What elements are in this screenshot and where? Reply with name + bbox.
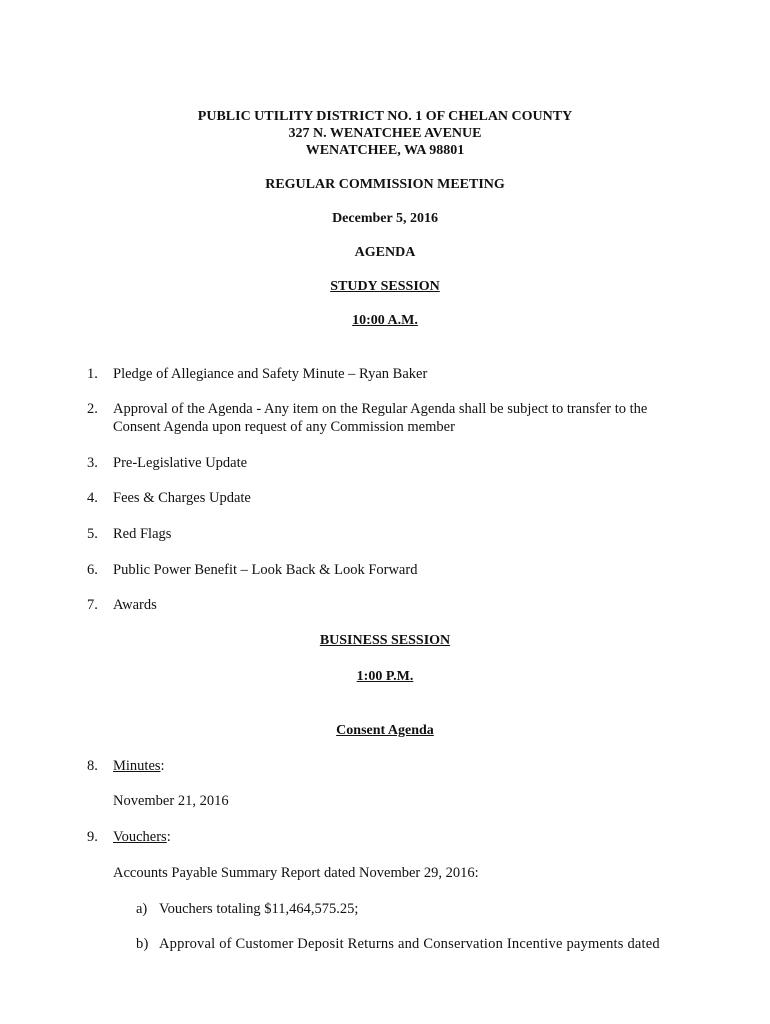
subitem-text: Approval of Customer Deposit Returns and Conservation Incentive payments dated (159, 936, 660, 952)
agenda-heading: AGENDA (354, 245, 416, 260)
item-text-continued: Consent Agenda upon request of any Commission member (113, 419, 455, 435)
meeting-title: REGULAR COMMISSION MEETING (265, 177, 505, 192)
voucher-subitem (136, 936, 660, 953)
agenda-item (87, 366, 427, 383)
item-text: Awards (113, 597, 157, 613)
minutes-label: Minutes (113, 758, 161, 774)
item-number: 3. (87, 455, 98, 471)
agenda-item (87, 455, 247, 472)
agenda-item (87, 490, 251, 507)
item-number: 5. (87, 526, 98, 542)
item-text: Pre-Legislative Update (113, 455, 248, 471)
vouchers-summary: Accounts Payable Summary Report dated November 29, 2016: (113, 865, 479, 881)
vouchers-colon: : (166, 829, 171, 845)
study-session-heading: STUDY SESSION (330, 279, 440, 294)
agenda-item (87, 562, 417, 579)
subitem-letter: a) (136, 901, 148, 917)
item-text: Red Flags (113, 526, 172, 542)
org-address: 327 N. WENATCHEE AVENUE (288, 126, 482, 141)
item-number: 1. (87, 366, 98, 382)
agenda-item (87, 401, 647, 418)
minutes-colon: : (160, 758, 165, 774)
study-session-time: 10:00 A.M. (352, 313, 418, 328)
org-city: WENATCHEE, WA 98801 (305, 143, 465, 158)
item-number: 9. (87, 829, 98, 845)
voucher-subitem (136, 901, 358, 918)
agenda-item-vouchers (87, 829, 171, 846)
agenda-item (87, 526, 171, 543)
business-session-heading: BUSINESS SESSION (319, 633, 451, 648)
item-text: Approval of the Agenda - Any item on the Regular Agenda shall be subject to transfer to the (113, 401, 648, 417)
item-text: Pledge of Allegiance and Safety Minute – Ryan Baker (113, 366, 428, 382)
meeting-date: December 5, 2016 (332, 211, 438, 226)
item-number: 7. (87, 597, 98, 613)
agenda-item-minutes (87, 758, 165, 775)
item-text: Fees & Charges Update (113, 490, 251, 506)
agenda-item (87, 597, 157, 614)
item-number: 2. (87, 401, 98, 417)
item-number: 4. (87, 490, 98, 506)
business-session-time: 1:00 P.M. (356, 669, 414, 684)
consent-agenda-heading: Consent Agenda (336, 723, 434, 738)
vouchers-label: Vouchers (113, 829, 167, 845)
item-number: 6. (87, 562, 98, 578)
subitem-text: Vouchers totaling $11,464,575.25; (159, 901, 359, 917)
minutes-date: November 21, 2016 (113, 793, 229, 809)
subitem-letter: b) (136, 936, 149, 952)
item-text: Public Power Benefit – Look Back & Look Forward (113, 562, 418, 578)
org-name: PUBLIC UTILITY DISTRICT NO. 1 OF CHELAN COUNTY (197, 109, 573, 124)
item-number: 8. (87, 758, 98, 774)
